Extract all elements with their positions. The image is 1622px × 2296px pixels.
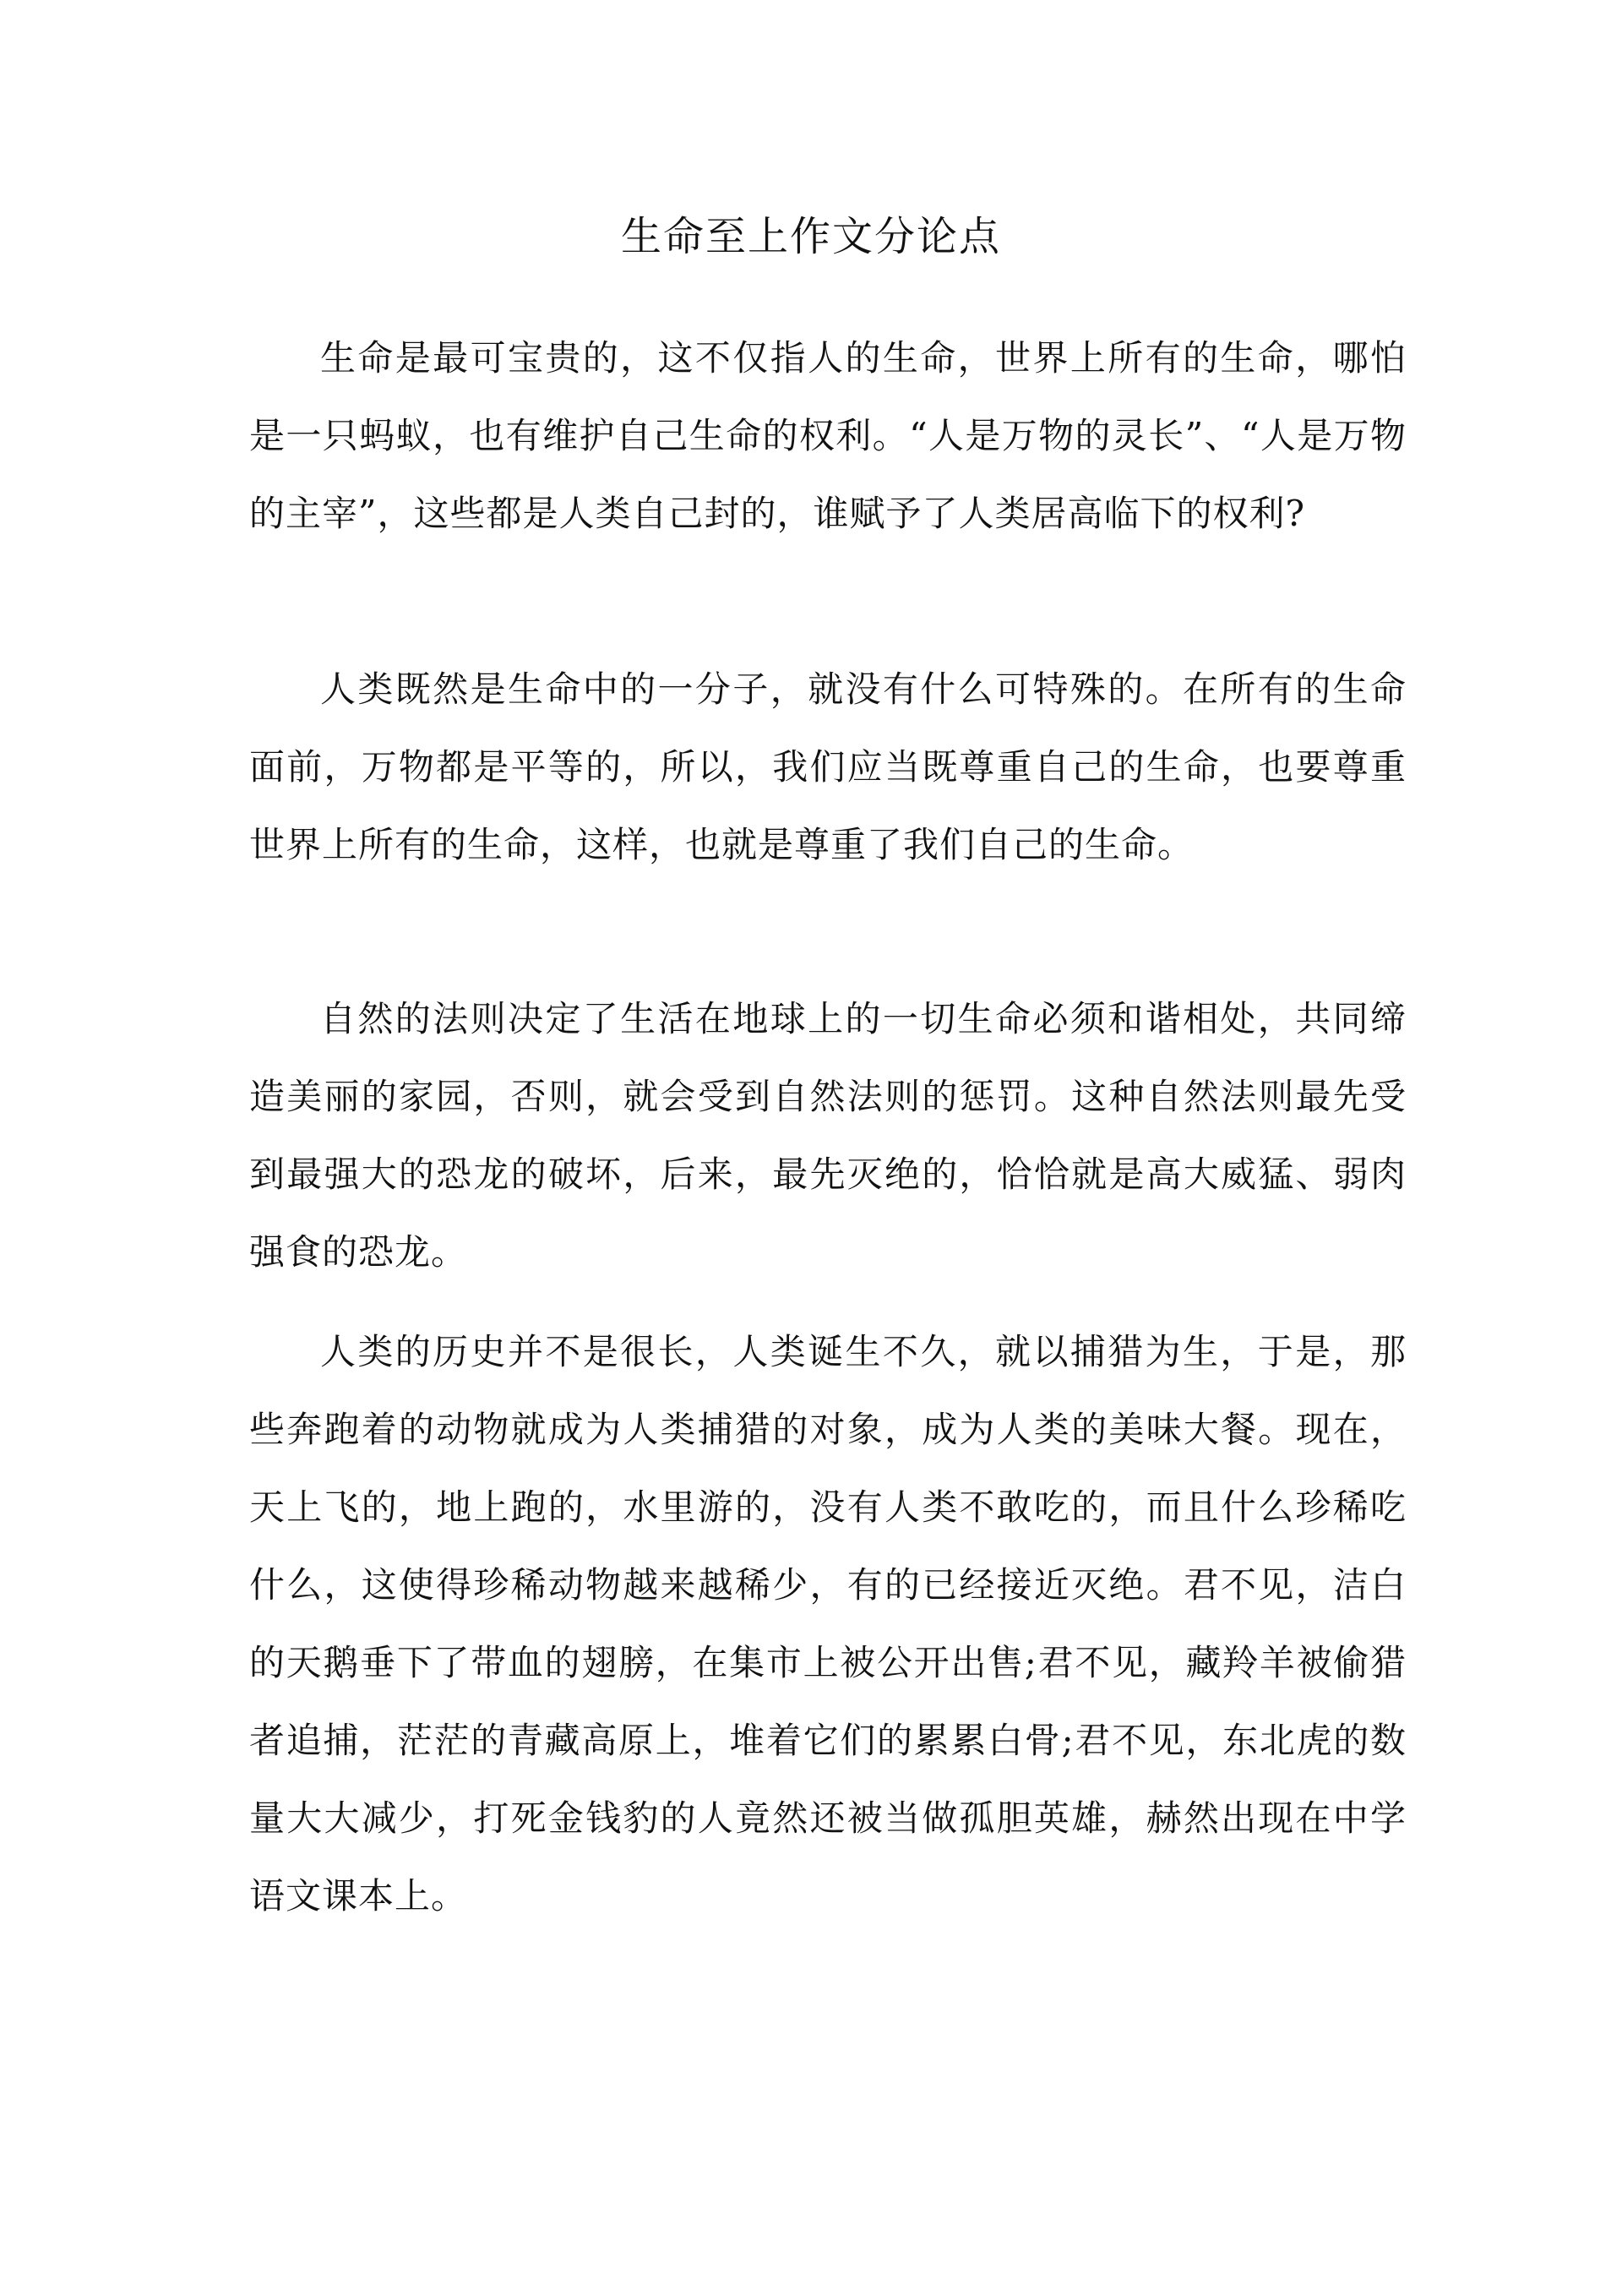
paragraph-3: 自然的法则决定了生活在地球上的一切生命必须和谐相处，共同缔造美丽的家园，否则，就会受到自然法则的惩罚。这种自然法则最先受到最强大的恐龙的破坏，后来，最先灭绝的，恰恰就是高大威猛、弱肉强食的恐龙。 xyxy=(249,998,1407,1273)
paragraph-1: 生命是最可宝贵的，这不仅指人的生命，世界上所有的生命，哪怕是一只蚂蚁，也有维护自己生命的权利。“人是万物的灵长”、“人是万物的主宰”，这些都是人类自己封的，谁赋予了人类居高临下的权利? xyxy=(249,337,1407,534)
paragraph-2: 人类既然是生命中的一分子，就没有什么可特殊的。在所有的生命面前，万物都是平等的，所以，我们应当既尊重自己的生命，也要尊重世界上所有的生命，这样，也就是尊重了我们自己的生命。 xyxy=(249,668,1407,865)
paragraph-4: 人类的历史并不是很长，人类诞生不久，就以捕猎为生，于是，那些奔跑着的动物就成为人类捕猎的对象，成为人类的美味大餐。现在，天上飞的，地上跑的，水里游的，没有人类不敢吃的，而且什么珍稀吃什么，这使得珍稀动物越来越稀少，有的已经接近灭绝。君不见，洁白的天鹅垂下了带血的翅膀，在集市上被公开出售;君不见，藏羚羊被偷猎者追捕，茫茫的青藏高原上，堆着它们的累累白骨;君不见，东北虎的数量大大减少，打死金钱豹的人竟然还被当做孤胆英雄，赫然出现在中学语文课本上。 xyxy=(249,1331,1407,1917)
document-title: 生命至上作文分论点 xyxy=(620,213,1001,260)
